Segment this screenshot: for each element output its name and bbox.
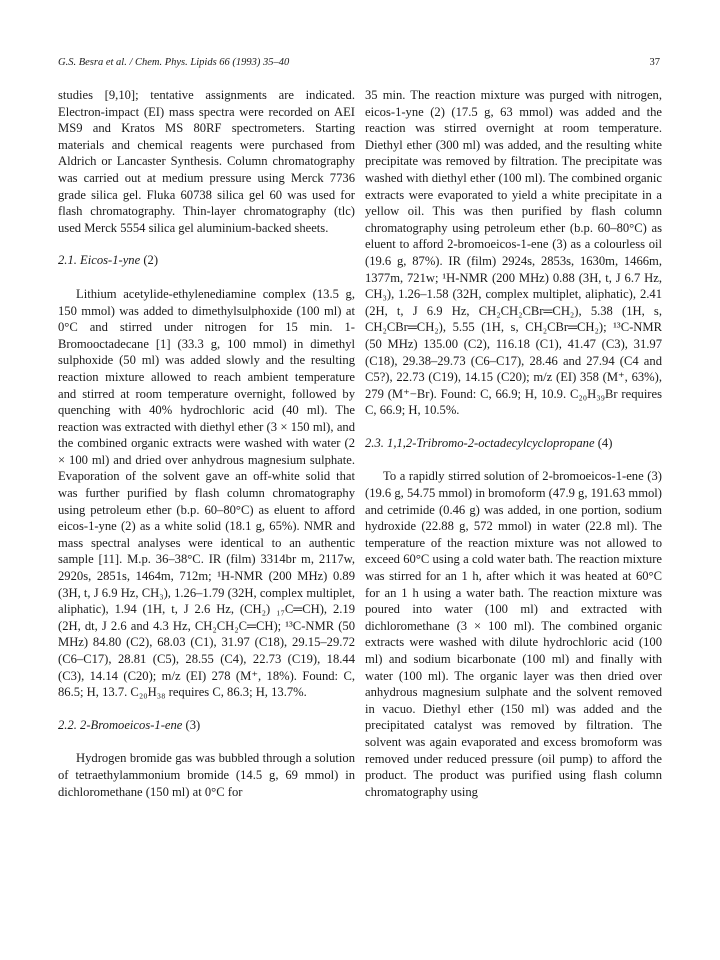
section-heading-2-1 bbox=[58, 252, 355, 269]
compound-number: (3) bbox=[185, 717, 201, 732]
section-title: 2.1. Eicos-1-yne bbox=[58, 253, 141, 268]
compound-number: (2) bbox=[143, 253, 159, 268]
section-title: 2.2. 2-Bromoeicos-1-ene bbox=[58, 717, 183, 732]
intro-paragraph: studies [9,10]; tentative assignments are indicated. Electron-impact (EI) mass spectra were recorded on AEI MS9 and Kratos MS 80RF spectrometers. Starting materials and chemical reagents were purchased from Aldrich or Lancaster Synthesis. Column chromatography was carried out at medium pressure using Merck 7736 grade silica gel. Fluka 60738 silica gel 60 was used for flash chromatography. Thin-layer chromatography (tlc) used Merck 5554 silica gel aluminium-backed sheets. bbox=[58, 88, 355, 235]
section-title: 2.3. 1,1,2-Tribromo-2-octadecylcyclopropane bbox=[365, 435, 595, 450]
section-body-2-1: Lithium acetylide-ethylenediamine complex (13.5 g, 150 mmol) was added to dimethylsulphoxide (100 ml) at 0°C and stirred under nitrogen for 15 min. 1-Bromooctadecane [1] (33.3 g, 100 mmol) in dimethyl sulphoxide (50 ml) was added slowly and the resulting reaction mixture allowed to reach ambient temperature and stirred at room temperature overnight, followed by quenching with 40% hydrochloric acid (40 ml). The reaction was extracted with diethyl ether (3 × 150 ml), and the combined organic extracts were washed with water (2 × 100 ml) and dried over anhydrous magnesium sulphate. Evaporation of the solvent gave an off-white solid that was further purified by flash column chromatography using petroleum ether (b.p. 60–80°C) as eluent to afford eicos-1-yne (2) as a white solid (18.1 g, 65%). NMR and mass spectral analyses were identical to an authentic sample [11]. M.p. 36–38°C. IR (film) 3314br m, 2117w, 2920s, 2851s, 1464m, 712m; ¹H-NMR (200 MHz) 0.89 (3H, t, J 6.9 Hz, CH₃), 1.26–1.79 (32H, complex multiplet, aliphatic), 1.94 (1H, t, J 2.6 Hz, (CH₂) ₁₇C═CH), 2.19 (2H, dt, J 2.6 and 4.3 Hz, CH₂CH₂C═CH); ¹³C-NMR (50 MHz) 84.80 (C2), 68.03 (C1), 31.97 (C18), 29.15–29.72 (C6–C17), 28.81 (C5), 28.55 (C4), 22.73 (C19), 18.44 (C3), 14.14 (C20); m/z (EI) 278 (M⁺, 18%). Found: C, 86.5; H, 13.7. C₂₀H₃₈ requires C, 86.3; H, 13.7%. bbox=[58, 286, 355, 700]
section-body-2-3: To a rapidly stirred solution of 2-bromoeicos-1-ene (3) (19.6 g, 54.75 mmol) in bromoform (47.9 g, 191.63 mmol) and cetrimide (0.46 g) was added, in one portion, sodium hydroxide (22.88 g, 572 mmol) in water (22.8 ml). The temperature of the reaction mixture was not allowed to exceed 60°C using a cold water bath. The reaction mixture was stirred for an 1 h, after which it was heated at 60°C for an 1 h using a water bath. The reaction mixture was poured into water (100 ml) and extracted with dichloromethane (3 × 100 ml). The combined organic extracts were washed with dilute hydrochloric acid (100 ml) and sodium bicarbonate (100 ml) and finally with water (100 ml). The organic layer was then dried over anhydrous magnesium sulphate and the solvent removed in vacuo. Diethyl ether (150 ml) was added and the precipitated catalyst was removed by filtration. The solvent was again evaporated and excess bromoform was removed under reduced pressure (oil pump) to afford the product. The product was purified using flash column chromatography using bbox=[365, 469, 662, 799]
left-column bbox=[58, 87, 355, 800]
page-number: 37 bbox=[649, 57, 660, 68]
compound-number: (4) bbox=[597, 435, 613, 450]
section-heading-2-3 bbox=[365, 435, 662, 452]
continued-paragraph: 35 min. The reaction mixture was purged with nitrogen, eicos-1-yne (2) (17.5 g, 63 mmol) was added and the reaction was stirred overnight at room temperature. Diethyl ether (300 ml) was added, and the resulting white precipitate was removed by filtration. The precipitate was washed with diethyl ether (100 ml). The combined organic extracts were evaporated to yield a white precipitate in a yellow oil. This was then purified by flash column chromatography using petroleum ether (b.p. 60–80°C) as eluent to afford 2-bromoeicos-1-ene (3) as a colourless oil (19.6 g, 87%). IR (film) 2924s, 2853s, 1630m, 1466m, 1377m, 721w; ¹H-NMR (200 MHz) 0.88 (3H, t, J 6.7 Hz, CH₃), 1.26–1.58 (32H, complex multiplet, aliphatic), 2.41 (2H, t, J 6.9 Hz, CH₂CH₂CBr═CH₂), 5.38 (1H, s, CH₂CBr═CH₂), 5.55 (1H, s, CH₂CBr═CH₂); ¹³C-NMR (50 MHz) 135.00 (C2), 116.18 (C1), 41.47 (C3), 31.97 (C18), 29.38–29.73 (C6–C17), 28.46 and 27.94 (C4 and C5?), 22.73 (C19), 14.15 (C20); m/z (EI) 358 (M⁺, 63%), 279 (M⁺−Br). Found: C, 66.9; H, 10.9. C₂₀H₃₉Br requires C, 66.9; H, 10.5%. bbox=[365, 88, 662, 418]
right-column bbox=[365, 87, 662, 800]
section-heading-2-2 bbox=[58, 717, 355, 734]
running-head bbox=[58, 57, 660, 68]
section-body-2-2: Hydrogen bromide gas was bubbled through a solution of tetraethylammonium bromide (14.5 g, 69 mmol) in dichloromethane (150 ml) at 0°C for bbox=[58, 751, 355, 799]
journal-citation: G.S. Besra et al. / Chem. Phys. Lipids 66 (1993) 35–40 bbox=[58, 57, 290, 68]
